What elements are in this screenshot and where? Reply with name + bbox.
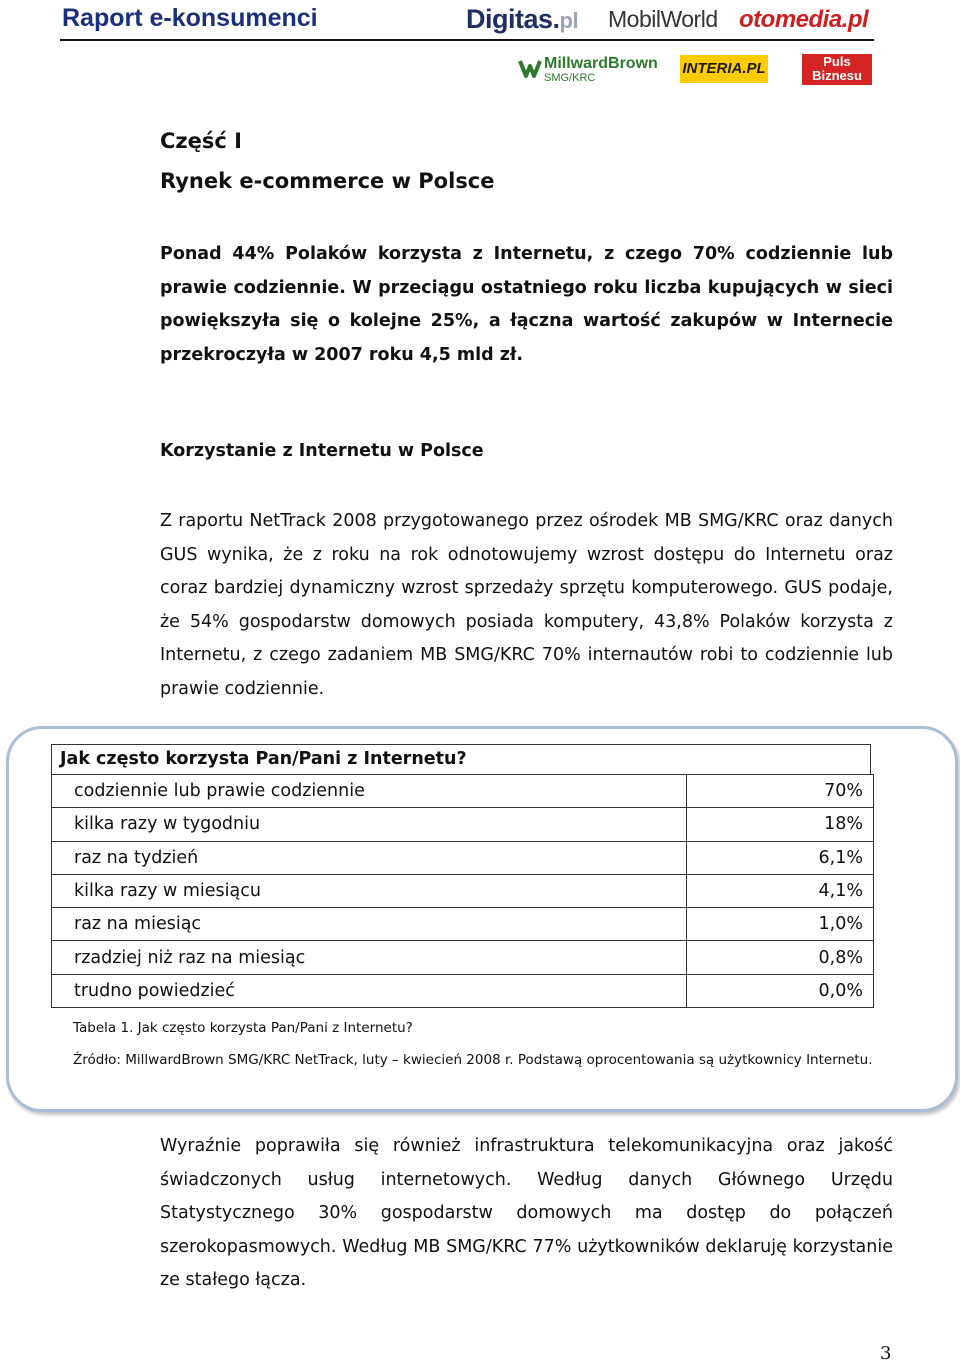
row-value: 6,1% — [687, 841, 874, 874]
row-label: kilka razy w miesiącu — [52, 874, 687, 907]
digitas-logo — [466, 4, 578, 35]
row-label: raz na tydzień — [52, 841, 687, 874]
millwardbrown-mark-icon — [518, 58, 542, 80]
row-label: raz na miesiąc — [52, 908, 687, 941]
row-label: trudno powiedzieć — [52, 974, 687, 1007]
row-value: 0,0% — [687, 974, 874, 1007]
millwardbrown-logo — [518, 54, 658, 88]
row-value: 0,8% — [687, 941, 874, 974]
table-row — [52, 941, 874, 974]
table-row — [52, 775, 874, 808]
digitas-logo-suffix: pl — [559, 8, 579, 33]
part-title: Część I — [160, 129, 242, 153]
row-value: 70% — [687, 775, 874, 808]
table-row — [52, 874, 874, 907]
table-row — [52, 908, 874, 941]
table-row — [52, 841, 874, 874]
section-title: Rynek e-commerce w Polsce — [160, 169, 495, 193]
row-value: 4,1% — [687, 874, 874, 907]
table-row — [52, 808, 874, 841]
usage-frequency-table — [51, 774, 874, 1008]
table-caption: Tabela 1. Jak często korzysta Pan/Pani z Internetu? — [73, 1020, 413, 1036]
table-question: Jak często korzysta Pan/Pani z Internetu? — [51, 744, 871, 774]
lead-paragraph: Ponad 44% Polaków korzysta z Internetu, z czego 70% codziennie lub prawie codziennie. W przeciągu ostatniego roku liczba kupujących w sieci powiększyła się o kolejne 25%, a łączna wartość zakupów w Internecie przekroczyła w 2007 roku 4,5 mld zł. — [160, 244, 893, 365]
digitas-logo-text: Digitas. — [466, 4, 560, 34]
intro-paragraph: Z raportu NetTrack 2008 przygotowanego przez ośrodek MB SMG/KRC oraz danych GUS wynika, że z roku na rok odnotowujemy wzrost dostępu do Internetu oraz coraz bardziej dynamiczny wzrost sprzedaży sprzętu komputerowego. GUS podaje, że 54% gospodarstw domowych posiada komputery, 43,8% Polaków korzysta z Internetu, z czego zadaniem MB SMG/KRC 70% internautów robi to codziennie lub prawie codziennie. — [160, 511, 893, 699]
row-value: 1,0% — [687, 908, 874, 941]
infrastructure-paragraph: Wyraźnie poprawiła się również infrastruktura telekomunikacyjna oraz jakość świadczonych usług internetowych. Według danych Głównego Urzędu Statystycznego 30% gospodarstw domowych ma dostęp do połączeń szerokopasmowych. Według MB SMG/KRC 77% użytkowników deklaruję korzystanie ze stałego łącza. — [160, 1136, 893, 1291]
smgkrc-logo-text: SMG/KRC — [544, 72, 596, 84]
puls-logo-line2: Biznesu — [812, 68, 862, 83]
sub-heading: Korzystanie z Internetu w Polsce — [160, 441, 484, 461]
row-value: 18% — [687, 808, 874, 841]
table-body — [52, 775, 874, 1008]
otomedia-logo: otomedia.pl — [739, 6, 869, 33]
millwardbrown-logo-text: MillwardBrown — [544, 55, 658, 72]
page-number: 3 — [880, 1343, 892, 1364]
puls-biznesu-logo — [802, 54, 872, 85]
interia-logo: INTERIA.PL — [680, 55, 768, 83]
table-source: Źródło: MillwardBrown SMG/KRC NetTrack, luty – kwiecień 2008 r. Podstawą oprocentowania są użytkownicy Internetu. — [73, 1052, 873, 1068]
mobilworld-logo: MobilWorld — [608, 6, 718, 32]
table-row — [52, 974, 874, 1007]
report-title: Raport e-konsumenci — [62, 4, 318, 32]
header-divider — [60, 39, 874, 41]
puls-logo-line1: Puls — [823, 54, 851, 69]
row-label: kilka razy w tygodniu — [52, 808, 687, 841]
row-label: codziennie lub prawie codziennie — [52, 775, 687, 808]
row-label: rzadziej niż raz na miesiąc — [52, 941, 687, 974]
